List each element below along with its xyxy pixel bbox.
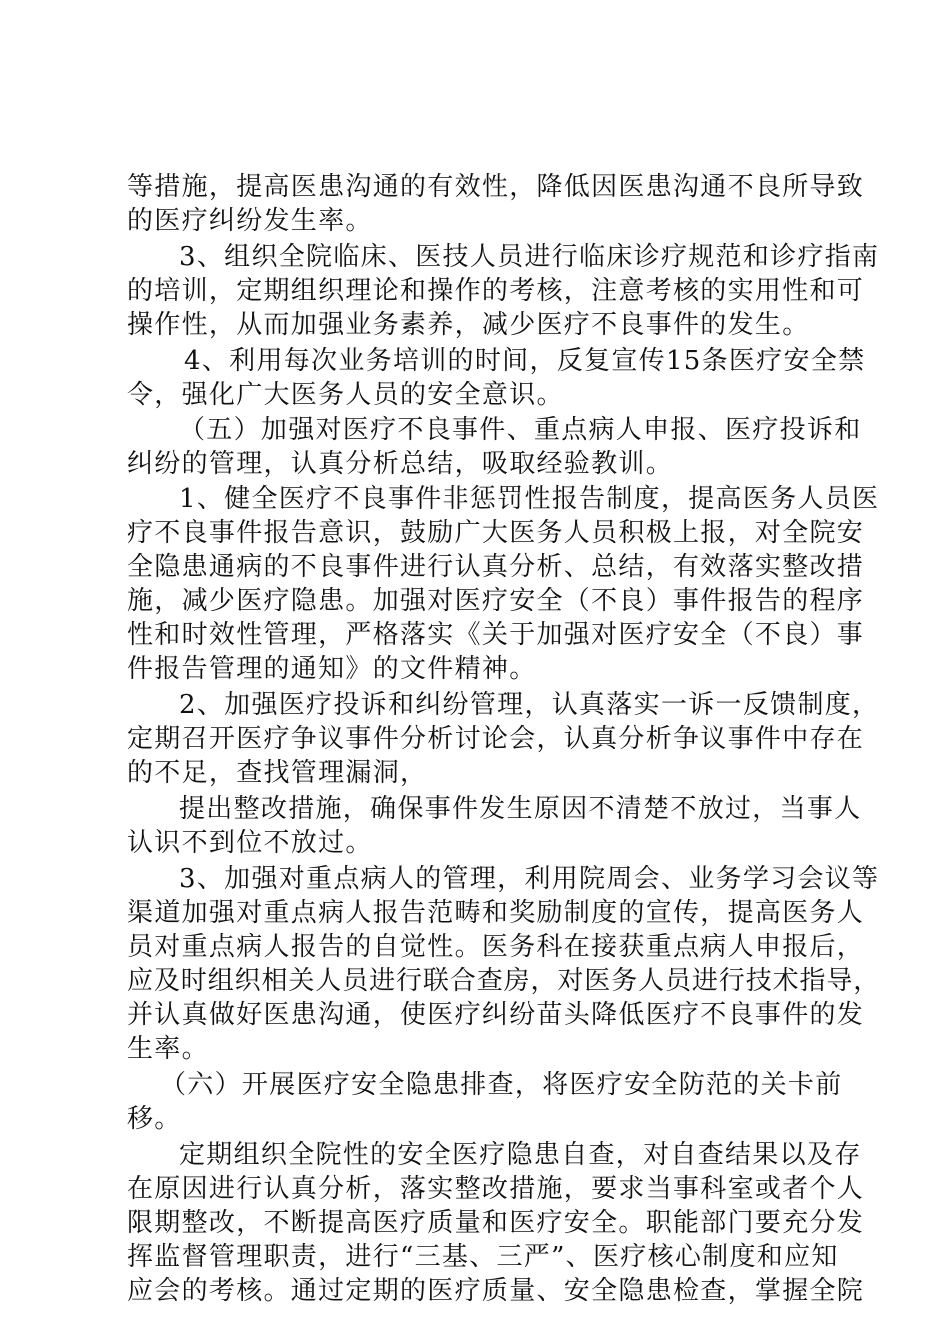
text-line: 疗不良事件报告意识，鼓励广大医务人员积极上报，对全院安 bbox=[127, 518, 865, 548]
text-line: 件报告管理的通知》的文件精神。 bbox=[127, 654, 537, 684]
text-line: 员对重点病人报告的自觉性。医务科在接获重点病人申报后， bbox=[127, 932, 865, 962]
text-line: 操作性，从而加强业务素养，减少医疗不良事件的发生。 bbox=[127, 310, 810, 340]
text-line: （六）开展医疗安全隐患排查，将医疗安全防范的关卡前 bbox=[160, 1070, 843, 1100]
text-line: 定期组织全院性的安全医疗隐患自查，对自查结果以及存 bbox=[179, 1140, 862, 1170]
text-line: 移。 bbox=[127, 1104, 182, 1134]
text-line: 应会的考核。通过定期的医疗质量、安全隐患检查，掌握全院 bbox=[127, 1276, 865, 1306]
text-line: 提出整改措施，确保事件发生原因不清楚不放过，当事人 bbox=[179, 794, 862, 824]
text-line: 施，减少医疗隐患。加强对医疗安全（不良）事件报告的程序 bbox=[127, 586, 865, 616]
text-line: 3、加强对重点病人的管理，利用院周会、业务学习会议等 bbox=[179, 864, 880, 894]
text-line: 3、组织全院临床、医技人员进行临床诊疗规范和诊疗指南 bbox=[179, 242, 880, 272]
text-line: 在原因进行认真分析，落实整改措施，要求当事科室或者个人 bbox=[127, 1174, 865, 1204]
text-line: 纠纷的管理，认真分析总结，吸取经验教训。 bbox=[127, 449, 674, 479]
text-line: 性和时效性管理，严格落实《关于加强对医疗安全（不良）事 bbox=[127, 620, 865, 650]
text-line: （五）加强对医疗不良事件、重点病人申报、医疗投诉和 bbox=[179, 415, 862, 445]
text-line: 挥监督管理职责，进行“三基、三严”、医疗核心制度和应知 bbox=[127, 1242, 839, 1272]
text-line: 应及时组织相关人员进行联合查房，对医务人员进行技术指导， bbox=[127, 966, 881, 996]
text-line: 2、加强医疗投诉和纠纷管理，认真落实一诉一反馈制度， bbox=[179, 690, 880, 720]
text-line: 限期整改，不断提高医疗质量和医疗安全。职能部门要充分发 bbox=[127, 1208, 865, 1238]
text-line: 的不足，查找管理漏洞， bbox=[127, 758, 428, 788]
text-line: 渠道加强对重点病人报告范畴和奖励制度的宣传，提高医务人 bbox=[127, 898, 865, 928]
text-line: 等措施，提高医患沟通的有效性，降低因医患沟通不良所导致 bbox=[127, 172, 865, 202]
text-line: 生率。 bbox=[127, 1034, 209, 1064]
text-line: 1、健全医疗不良事件非惩罚性报告制度，提高医务人员医 bbox=[179, 484, 880, 514]
text-line: 全隐患通病的不良事件进行认真分析、总结，有效落实整改措 bbox=[127, 552, 865, 582]
text-line: 定期召开医疗争议事件分析讨论会，认真分析争议事件中存在 bbox=[127, 724, 865, 754]
text-line: 的培训，定期组织理论和操作的考核，注意考核的实用性和可 bbox=[127, 276, 865, 306]
text-line: 认识不到位不放过。 bbox=[127, 828, 373, 858]
text-line: 4、利用每次业务培训的时间，反复宣传15条医疗安全禁 bbox=[184, 346, 866, 376]
text-line: 令，强化广大医务人员的安全意识。 bbox=[127, 380, 564, 410]
text-line: 并认真做好医患沟通，使医疗纠纷苗头降低医疗不良事件的发 bbox=[127, 1000, 865, 1030]
text-line: 的医疗纠纷发生率。 bbox=[127, 206, 373, 236]
